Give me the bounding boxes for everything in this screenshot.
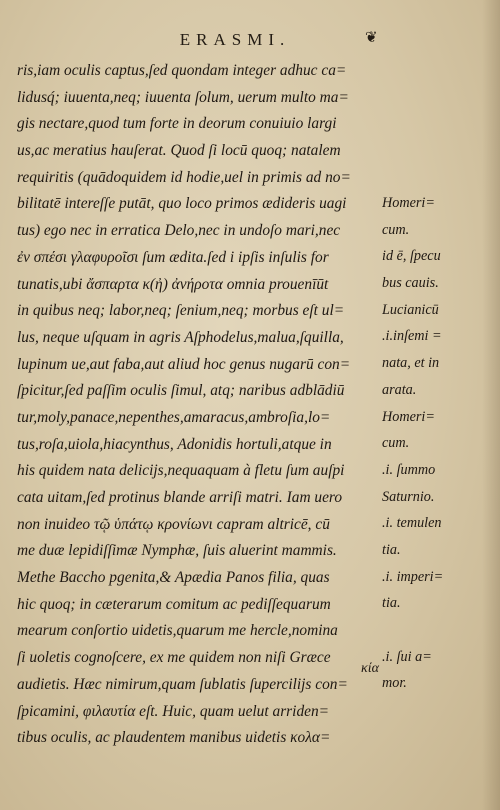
page-header	[0, 30, 500, 54]
text-line: us,ac meratius hauſerat. Quod ſi locū quoq; natalem	[17, 142, 341, 160]
text-line: lidusq́; iuuenta,neq; iuuenta ſolum, uerum multo ma=	[17, 88, 349, 106]
margin-note-line: Homeri=	[382, 408, 435, 425]
marginal-notes	[382, 190, 494, 697]
ornament-icon: ❦	[365, 30, 378, 46]
text-line: audietis. Hæc nimirum,quam ſublatis ſupercilijs con=	[17, 675, 348, 693]
main-text-block	[17, 58, 379, 752]
margin-note-line: Lucianicū	[382, 301, 439, 318]
margin-note-line: mor.	[382, 675, 407, 692]
text-line: in quibus neq; labor,neq; ſenium,neq; morbus eſt ul=	[17, 302, 345, 320]
text-line: mearum conſortio uidetis,quarum me hercle,nomina	[17, 622, 338, 640]
text-line: gis nectare,quod tum forte in deorum conuiuio largi	[17, 115, 337, 133]
margin-note-line	[382, 617, 494, 644]
text-line: requiritis (quādoquidem id hodie,uel in primis ad no=	[17, 168, 351, 186]
running-title: ERASMI.	[179, 30, 291, 49]
text-line: bilitatē intereſſe putāt, quo loco primos ædideris uagi	[17, 195, 347, 213]
margin-note-line: cum.	[382, 221, 410, 238]
text-line: tus,roſa,uiola,hiacynthus, Adonidis hortuli,atque in	[17, 435, 332, 453]
margin-note-line: .i.inſemi =	[382, 328, 442, 345]
margin-note-line: .i. temulen	[382, 515, 442, 532]
margin-note-line: arata.	[382, 381, 417, 398]
margin-note-line: tia.	[382, 595, 401, 612]
margin-note-line: cum.	[382, 435, 410, 452]
text-line: lus, neque uſquam in agris Aſphodelus,malua,ſquilla,	[17, 328, 344, 346]
text-line: tunatis,ubi ἄσπαρτα κ(ἠ) ἀνήροτα omnia prouenīūt	[17, 275, 329, 293]
text-line: Methe Baccho pgenita,& Apædia Panos filia, quas	[17, 569, 330, 587]
text-line: tur,moly,panace,nepenthes,amaracus,ambroſia,lo=	[17, 408, 331, 426]
margin-note-line: Saturnio.	[382, 488, 435, 505]
margin-note-line: tia.	[382, 541, 401, 558]
text-line: tibus oculis, ac plaudentem manibus uidetis κολα=	[17, 729, 331, 747]
margin-note-line: bus cauis.	[382, 275, 439, 292]
margin-note-line: id ē, ſpecu	[382, 248, 441, 265]
margin-note-line: Homeri=	[382, 195, 435, 211]
margin-note-line: .i. ſummo	[382, 461, 436, 478]
text-line: ſpicitur,ſed paſſim oculis ſimul, atq; naribus adblādiū	[17, 382, 345, 400]
text-line: hic quoq; in cæterarum comitum ac pediſſequarum	[17, 595, 331, 613]
margin-note-line: .i. imperi=	[382, 568, 444, 585]
margin-note-line: .i. ſui a=	[382, 648, 432, 665]
text-line: ſpicamini, φιλαυτία eſt. Huic, quam uelut arriden=	[17, 702, 330, 720]
text-line: me duæ lepidiſſimæ Nymphæ, ſuis aluerint mammis.	[17, 542, 337, 560]
text-line: non inuideo τῷ ὑπάτῳ κρονίωνι capram altricē, cū	[17, 515, 330, 533]
text-line: lupinum ue,aut faba,aut aliud hoc genus nugarū con=	[17, 355, 351, 373]
text-line: ἐν σπέσι γλαφυροῖσι ſum ædita.ſed i ipſis inſulis for	[17, 248, 329, 266]
text-line: tus) ego nec in erratica Delo,nec in undoſo mari,nec	[17, 222, 341, 240]
text-line: ris,iam oculis captus,ſed quondam integer adhuc ca=	[17, 62, 347, 79]
margin-note-line: nata, et in	[382, 355, 440, 372]
text-line: ſi uoletis cognoſcere, ex me quidem non niſi Græce	[17, 649, 331, 667]
text-line: his quidem nata delicijs,nequaquam à fletu ſum auſpi	[17, 462, 345, 480]
page-edge-shadow	[482, 0, 500, 810]
text-line: cata uitam,ſed protinus blande arriſi matri. Iam uero	[17, 489, 343, 506]
catchword: κία	[361, 661, 379, 676]
